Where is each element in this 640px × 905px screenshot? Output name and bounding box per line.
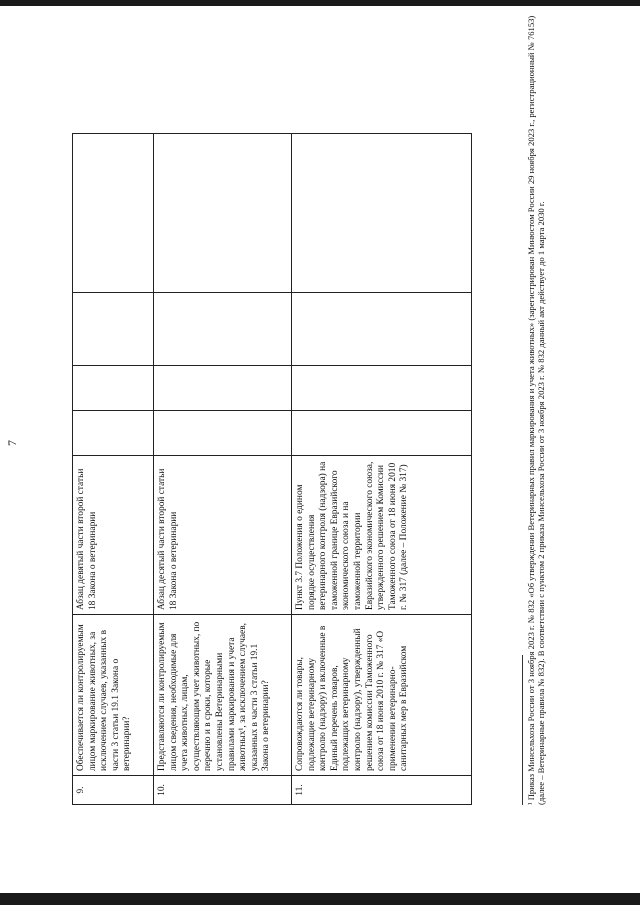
- answer-no-cell: [292, 366, 472, 411]
- question-cell: Обеспечивается ли контролируемым лицом маркирование животных, за исключением случаев, указанных в части 3 статьи 19.1 Закона о ветеринарии?: [73, 615, 154, 776]
- footnote-divider: [522, 655, 523, 805]
- answer-na-cell: [73, 293, 154, 366]
- question-cell: Представляются ли контролируемым лицом сведения, необходимые для учета животных, лицам, осуществляющим учет животных, по перечню и в сроки, которые установлены Ветеринарными правилами маркирования и учета животных¹, за исключением случаев, указанных в части 3 статьи 19.1 Закона о ветеринарии?: [154, 615, 292, 776]
- comment-cell: [292, 134, 472, 293]
- scan-border-bottom: [0, 893, 640, 905]
- page-number: 7: [5, 440, 19, 446]
- footnote-text: ¹ Приказ Минсельхоза России от 3 ноября 2023 г. № 832 «Об утверждении Ветеринарных правил маркирования и учета животных» (зарегистрирован Минюстом России 29 ноября 2023 г., регистрационный № 76153) (далее – Ветеринарные правила № 832). В соответствии с пунктом 2 приказа Минсельхоза России от 3 ноября 2023 г. № 832 данный акт действует до 1 марта 2030 г.: [526, 15, 547, 805]
- answer-na-cell: [154, 293, 292, 366]
- table-row: [154, 134, 292, 805]
- checklist-table: [72, 133, 472, 805]
- answer-no-cell: [154, 366, 292, 411]
- reference-cell: Пункт 3.7 Положения о едином порядке осуществления ветеринарного контроля (надзора) на таможенной границе Евразийского экономического союза и на таможенной территории Евразийского экономического союза, утвержденного решением Комиссии Таможенного союза от 18 июня 2010 г. № 317 (далее – Положение № 317): [292, 456, 472, 615]
- answer-yes-cell: [73, 411, 154, 456]
- reference-cell: Абзац девятый части второй статьи 18 Закона о ветеринарии: [73, 456, 154, 615]
- comment-cell: [73, 134, 154, 293]
- row-number: 11.: [292, 776, 472, 805]
- answer-no-cell: [73, 366, 154, 411]
- row-number: 10.: [154, 776, 292, 805]
- table-row: [73, 134, 154, 805]
- answer-na-cell: [292, 293, 472, 366]
- comment-cell: [154, 134, 292, 293]
- question-cell: Сопровождаются ли товары, подлежащие ветеринарному контролю (надзору) и включенные в Единый перечень товаров, подлежащих ветеринарному контролю (надзору), утвержденный решением комиссии Таможенного союза от 18 июня 2010 г. № 317 «О применении ветеринарно-санитарных мер в Евразийском: [292, 615, 472, 776]
- row-number: 9.: [73, 776, 154, 805]
- footnote: [522, 15, 546, 805]
- answer-yes-cell: [154, 411, 292, 456]
- answer-yes-cell: [292, 411, 472, 456]
- reference-cell: Абзац десятый части второй статьи 18 Закона о ветеринарии: [154, 456, 292, 615]
- table-row: [292, 134, 472, 805]
